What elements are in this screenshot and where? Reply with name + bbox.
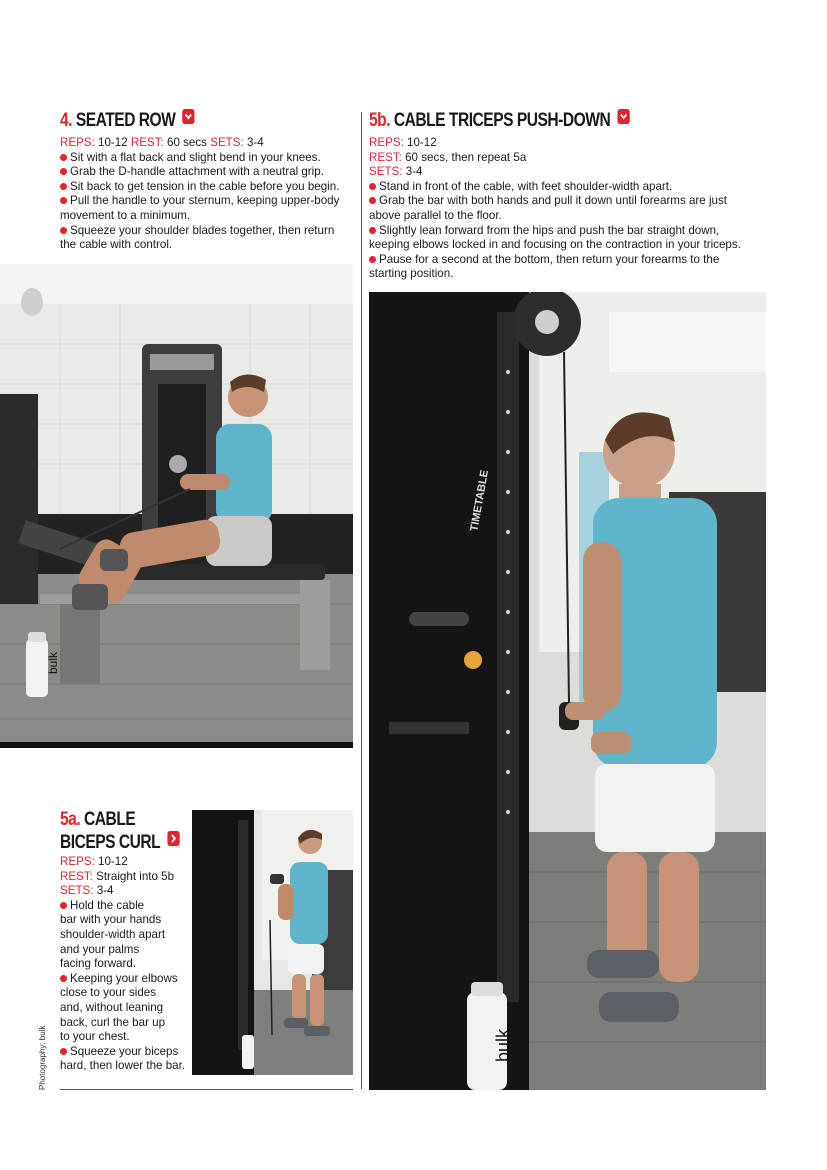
rest-value: 60 secs, then repeat 5a (405, 150, 527, 164)
section-5a-title-line2 (60, 831, 179, 854)
step-text: Keeping your elbows (70, 971, 178, 985)
bullet-icon (60, 168, 67, 175)
step-text: above parallel to the floor. (369, 208, 502, 222)
step-line (369, 180, 769, 195)
section-5a-body (60, 855, 190, 1074)
section-4-header (60, 109, 224, 132)
step-line (369, 224, 769, 239)
section-4-title (60, 109, 195, 132)
step-text: and, without leaning (60, 1000, 164, 1014)
reps-label: REPS: (369, 136, 404, 149)
rest-value: 60 secs (167, 136, 207, 149)
step-text: the cable with control. (60, 238, 173, 252)
reps-value: 10-12 (407, 136, 437, 149)
bottom-rule (60, 1089, 353, 1090)
step-text: Squeeze your biceps (70, 1044, 179, 1058)
step-text: shoulder-width apart (60, 927, 166, 941)
step-text: facing forward. (60, 957, 137, 971)
step-line (60, 165, 350, 180)
section-5a-header (60, 809, 206, 854)
section-5b-body (369, 136, 769, 282)
bullet-icon (60, 183, 67, 190)
sets-line (60, 884, 190, 899)
step-text: Sit with a flat back and slight bend in your knees. (70, 150, 321, 164)
section-5a-title-text-1: CABLE (84, 809, 136, 830)
step-text: movement to a minimum. (60, 208, 191, 222)
step-text: starting position. (369, 267, 454, 281)
step-line-cont (60, 943, 190, 958)
sets-value: 3-4 (405, 165, 423, 179)
step-line-cont (60, 1001, 190, 1016)
step-text: hard, then lower the bar. (60, 1059, 186, 1073)
bullet-icon (60, 902, 67, 909)
biceps-curl-photo (192, 810, 353, 1075)
machine-label: TIMETABLE (468, 469, 492, 533)
chevron-right-icon (167, 831, 179, 846)
section-4-title-text: SEATED ROW (75, 110, 176, 131)
section-4-body (60, 136, 350, 253)
step-line-cont (60, 986, 190, 1001)
step-line-cont (60, 1030, 190, 1045)
sets-value: 3-4 (246, 136, 264, 149)
rest-value: Straight into 5b (96, 869, 175, 883)
sets-line (369, 165, 769, 180)
step-text: close to your sides (60, 986, 157, 1000)
step-line-cont (60, 1016, 190, 1031)
rest-label: REST: (369, 150, 402, 164)
step-text: Slightly lean forward from the hips and push the bar straight down, (379, 223, 720, 237)
step-text: bar with your hands (60, 913, 162, 927)
step-line-cont (60, 1059, 190, 1074)
bullet-icon (369, 227, 376, 234)
reps-label: REPS: (60, 855, 95, 868)
sets-label: SETS: (60, 884, 94, 898)
step-line (60, 224, 350, 239)
section-5b-number: 5b. (369, 110, 391, 131)
step-text: keeping elbows locked in and focusing on the contraction in your triceps. (369, 238, 741, 252)
step-line (60, 151, 350, 166)
section-5a-number: 5a. (60, 809, 81, 830)
bottle-label: bulk (493, 1028, 513, 1062)
step-line (60, 180, 350, 195)
section-5a-title-line1 (60, 809, 179, 831)
bullet-icon (60, 975, 67, 982)
step-line-cont (369, 267, 769, 282)
bottle-label: bulk (46, 651, 60, 674)
step-line-cont (60, 957, 190, 972)
step-line-cont (369, 209, 769, 224)
step-line-cont (60, 238, 350, 253)
step-text: Sit back to get tension in the cable before you begin. (70, 179, 340, 193)
step-text: Grab the bar with both hands and pull it down until forearms are just (379, 194, 728, 208)
step-text: Pause for a second at the bottom, then return your forearms to the (379, 252, 720, 266)
rest-line (369, 151, 769, 166)
step-text: to your chest. (60, 1030, 130, 1044)
step-line-cont (369, 238, 769, 253)
bullet-icon (369, 256, 376, 263)
seated-row-photo (0, 264, 353, 748)
step-line (369, 253, 769, 268)
step-text: Grab the D-handle attachment with a neutral grip. (70, 165, 324, 179)
reps-line (60, 855, 190, 870)
section-5b-title-text: CABLE TRICEPS PUSH-DOWN (393, 110, 611, 131)
section-5b-header (369, 109, 687, 132)
step-line-cont (60, 209, 350, 224)
step-line (369, 194, 769, 209)
step-text: Pull the handle to your sternum, keeping upper-body (70, 194, 340, 208)
bullet-icon (369, 183, 376, 190)
step-line (60, 972, 190, 987)
step-line (60, 194, 350, 209)
bullet-icon (60, 1048, 67, 1055)
reps-line (369, 136, 769, 151)
step-text: and your palms (60, 942, 140, 956)
step-line-cont (60, 913, 190, 928)
chevron-down-icon (183, 109, 195, 124)
sets-label: SETS: (369, 165, 403, 179)
photo-credit: Photography: bulk (38, 1025, 47, 1090)
reps-value: 10-12 (98, 136, 128, 149)
reps-label: REPS: (60, 136, 95, 149)
triceps-pushdown-photo (369, 292, 766, 1090)
chevron-down-icon (617, 109, 629, 124)
bullet-icon (60, 227, 67, 234)
step-line-cont (60, 928, 190, 943)
section-4-number: 4. (60, 110, 73, 131)
step-text: Stand in front of the cable, with feet shoulder-width apart. (379, 179, 673, 193)
rest-label: REST: (60, 869, 93, 883)
step-text: Squeeze your shoulder blades together, then return (70, 223, 335, 237)
section-4-meta (60, 136, 350, 151)
step-text: back, curl the bar up (60, 1015, 166, 1029)
step-text: Hold the cable (70, 898, 145, 912)
bullet-icon (369, 197, 376, 204)
bullet-icon (60, 154, 67, 161)
sets-label: SETS: (210, 136, 244, 149)
column-divider (361, 112, 362, 1089)
section-5a-title-text-2: BICEPS CURL (60, 832, 160, 853)
rest-line (60, 870, 190, 885)
step-line (60, 899, 190, 914)
rest-label: REST: (130, 136, 164, 149)
section-5b-title (369, 109, 630, 132)
step-line (60, 1045, 190, 1060)
reps-value: 10-12 (98, 855, 128, 868)
bullet-icon (60, 197, 67, 204)
sets-value: 3-4 (96, 884, 114, 898)
